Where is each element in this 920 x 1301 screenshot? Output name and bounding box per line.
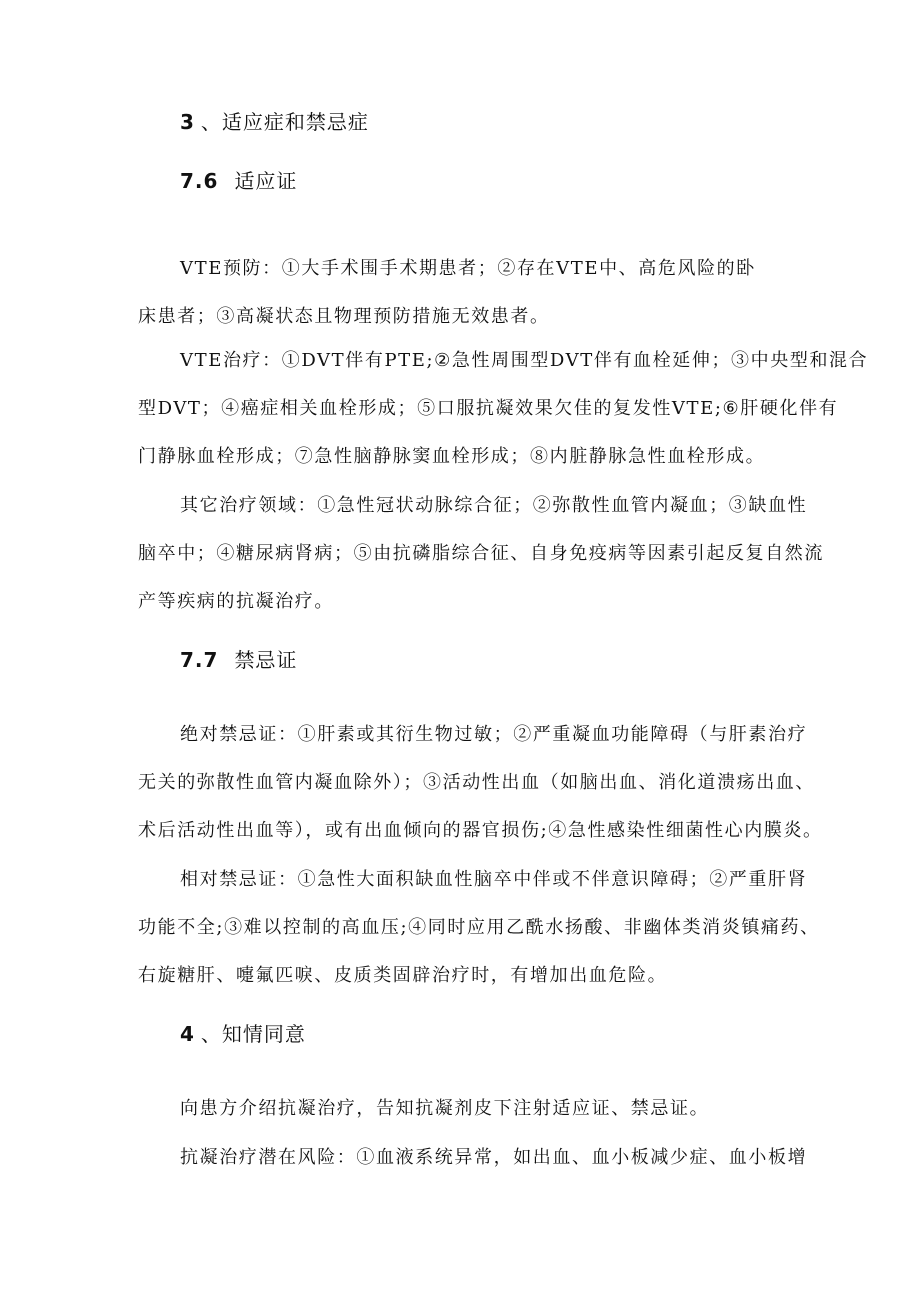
- text-line: VTE预防：①大手术围手术期患者；②存在VTE中、高危风险的卧: [180, 258, 756, 279]
- section-title: 、知情同意: [200, 1022, 306, 1046]
- text-line: 绝对禁忌证：①肝素或其衍生物过敏；②严重凝血功能障碍（与肝素治疗: [180, 724, 808, 745]
- text-line: 无关的弥散性血管内凝血除外）；③活动性出血（如脑出血、消化道溃疡出血、: [138, 772, 815, 793]
- section-number: 7.6: [180, 169, 219, 193]
- text-line: 抗凝治疗潜在风险：①血液系统异常，如出血、血小板减少症、血小板增: [180, 1147, 808, 1168]
- paragraph-risks: [138, 1134, 838, 1182]
- paragraph-relative-contraindications: [138, 856, 838, 1000]
- section-title: 适应证: [234, 169, 298, 193]
- text-line: 向患方介绍抗凝治疗，告知抗凝剂皮下注射适应证、禁忌证。: [180, 1098, 710, 1119]
- paragraph-other-fields: [138, 482, 838, 626]
- text-line: 右旋糖肝、嚏氟匹唳、皮质类固辟治疗时，有增加出血危险。: [138, 965, 668, 986]
- text-line: 脑卒中；④糖尿病肾病；⑤由抗磷脂综合征、自身免疫病等因素引起反复自然流: [138, 543, 824, 564]
- section-heading-3: [180, 108, 369, 136]
- paragraph-vte-prevention: [138, 245, 838, 341]
- section-number: 4: [180, 1022, 195, 1046]
- paragraph-absolute-contraindications: [138, 711, 838, 855]
- section-number: 7.7: [180, 648, 219, 672]
- text-line: 产等疾病的抗凝治疗。: [138, 591, 334, 612]
- text-line: VTE治疗：①DVT伴有PTE;②急性周围型DVT伴有血栓延伸；③中央型和混合: [180, 350, 869, 371]
- section-heading-7-6: [180, 167, 297, 195]
- text-line: 型DVT；④癌症相关血栓形成；⑤口服抗凝效果欠佳的复发性VTE;⑥肝硬化伴有: [138, 398, 839, 419]
- section-heading-7-7: [180, 646, 297, 674]
- paragraph-consent-intro: [138, 1085, 838, 1133]
- text-line: 床患者；③高凝状态且物理预防措施无效患者。: [138, 306, 550, 327]
- text-line: 相对禁忌证：①急性大面积缺血性脑卒中伴或不伴意识障碍；②严重肝肾: [180, 869, 808, 890]
- section-title: 、适应症和禁忌症: [200, 110, 369, 134]
- text-line: 功能不全;③难以控制的高血压;④同时应用乙酰水扬酸、非幽体类消炎镇痛药、: [138, 917, 820, 938]
- section-number: 3: [180, 110, 195, 134]
- text-line: 其它治疗领域：①急性冠状动脉综合征；②弥散性血管内凝血；③缺血性: [180, 495, 808, 516]
- text-line: 术后活动性出血等），或有出血倾向的器官损伤;④急性感染性细菌性心内膜炎。: [138, 820, 823, 841]
- text-line: 门静脉血栓形成；⑦急性脑静脉窦血栓形成；⑧内脏静脉急性血栓形成。: [138, 446, 766, 467]
- section-heading-4: [180, 1020, 306, 1048]
- paragraph-vte-treatment: [138, 337, 869, 481]
- section-title: 禁忌证: [234, 648, 298, 672]
